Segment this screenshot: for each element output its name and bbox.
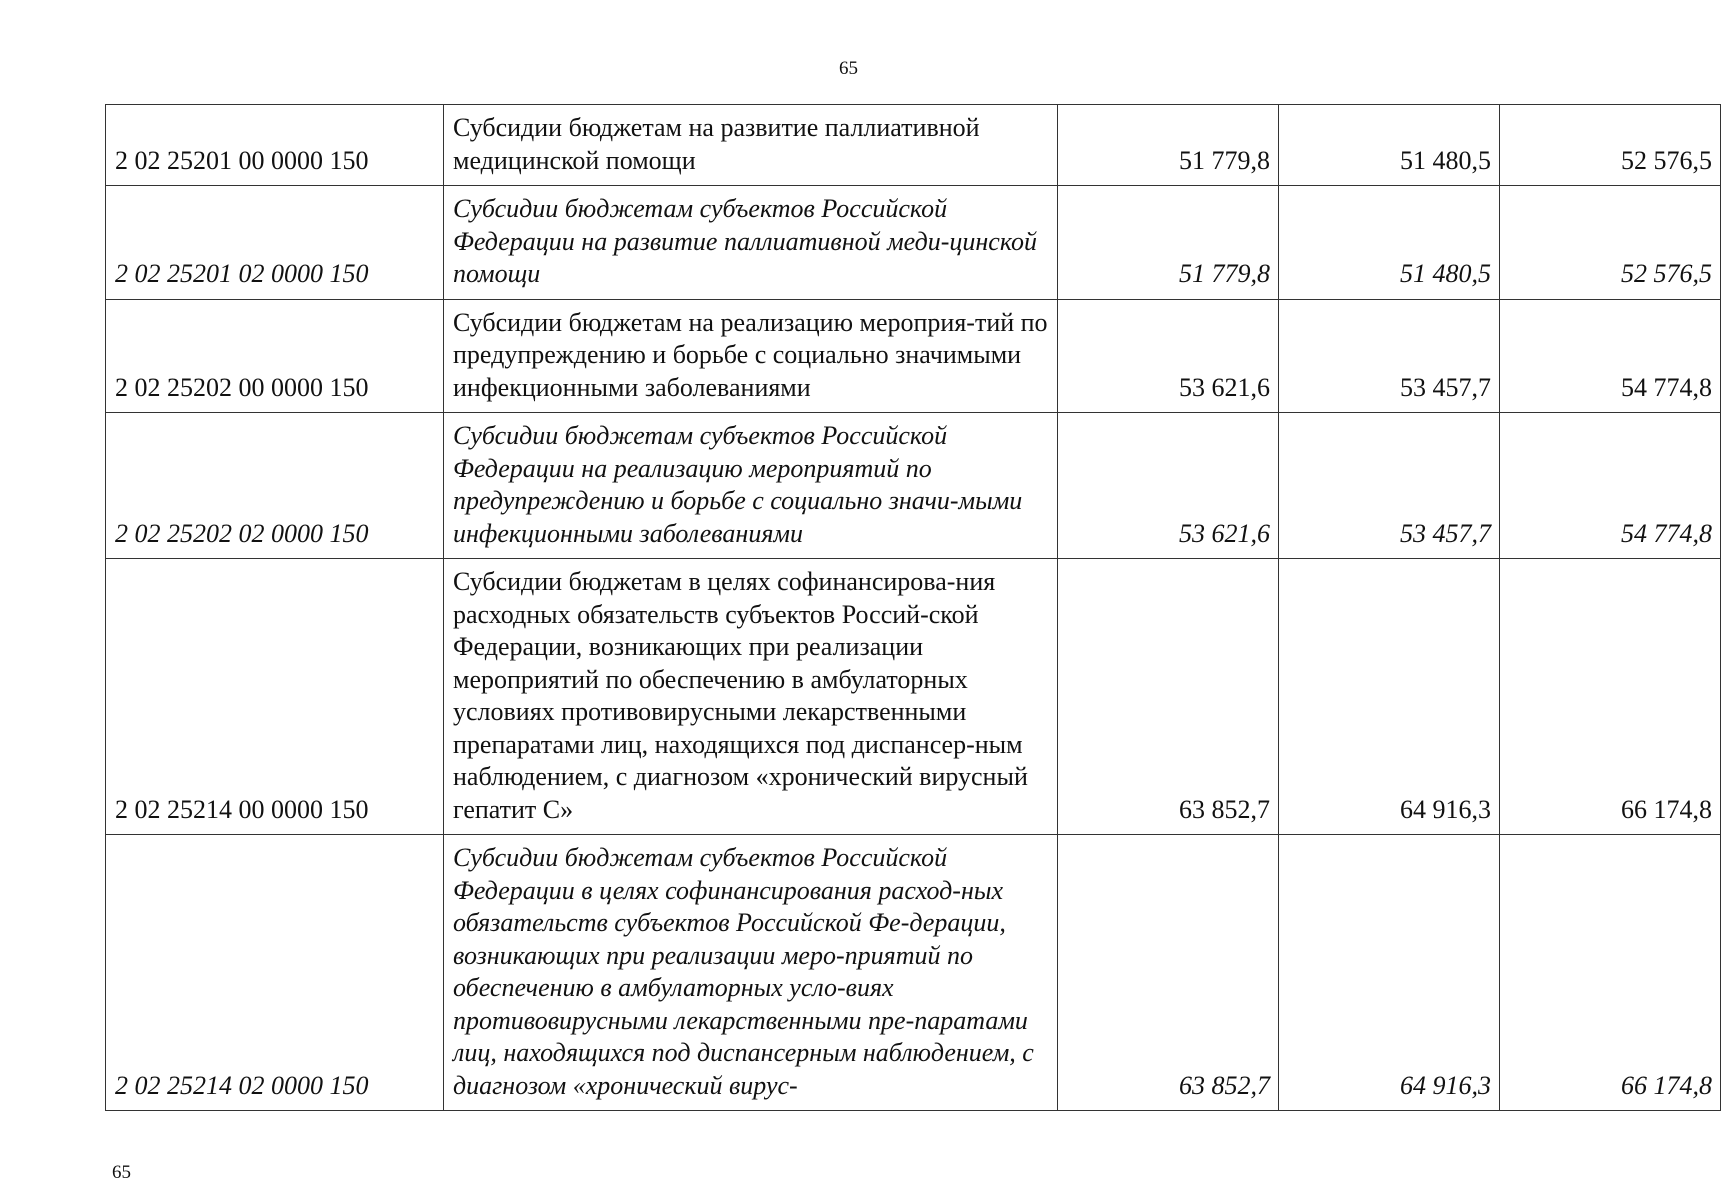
page-number-bottom: 65 — [112, 1162, 131, 1183]
value-cell-year-3: 66 174,8 — [1500, 559, 1721, 835]
table-row — [106, 835, 1721, 1111]
budget-table — [105, 104, 1721, 1111]
value-cell-year-3: 52 576,5 — [1500, 186, 1721, 300]
value-cell-year-2: 53 457,7 — [1279, 299, 1500, 413]
description-cell: Субсидии бюджетам на реализацию мероприя-тий по предупреждению и борьбе с социально значимыми инфекционными заболеваниями — [444, 299, 1058, 413]
value-cell-year-3: 52 576,5 — [1500, 105, 1721, 186]
budget-code-cell: 2 02 25202 02 0000 150 — [106, 413, 444, 559]
value-cell-year-2: 64 916,3 — [1279, 835, 1500, 1111]
value-cell-year-2: 51 480,5 — [1279, 186, 1500, 300]
value-cell-year-1: 51 779,8 — [1058, 105, 1279, 186]
budget-code-cell: 2 02 25201 00 0000 150 — [106, 105, 444, 186]
value-cell-year-1: 53 621,6 — [1058, 413, 1279, 559]
table-row — [106, 186, 1721, 300]
description-cell: Субсидии бюджетам субъектов Российской Федерации в целях софинансирования расход-ных обязательств субъектов Российской Фе-дерации, возникающих при реализации меро-приятий по обеспечению в амбулаторных усло-виях противовирусными лекарственными пре-паратами лиц, находящихся под диспансерным наблюдением, с диагнозом «хронический вирус- — [444, 835, 1058, 1111]
table-row — [106, 105, 1721, 186]
description-cell: Субсидии бюджетам в целях софинансирова-ния расходных обязательств субъектов Россий-ской Федерации, возникающих при реализации мероприятий по обеспечению в амбулаторных условиях противовирусными лекарственными препаратами лиц, находящихся под диспансер-ным наблюдением, с диагнозом «хронический вирусный гепатит С» — [444, 559, 1058, 835]
value-cell-year-3: 54 774,8 — [1500, 413, 1721, 559]
description-cell: Субсидии бюджетам субъектов Российской Федерации на развитие паллиативной меди-цинской помощи — [444, 186, 1058, 300]
value-cell-year-2: 51 480,5 — [1279, 105, 1500, 186]
value-cell-year-1: 53 621,6 — [1058, 299, 1279, 413]
value-cell-year-1: 63 852,7 — [1058, 559, 1279, 835]
value-cell-year-1: 51 779,8 — [1058, 186, 1279, 300]
value-cell-year-2: 53 457,7 — [1279, 413, 1500, 559]
table-row — [106, 299, 1721, 413]
budget-code-cell: 2 02 25214 02 0000 150 — [106, 835, 444, 1111]
value-cell-year-2: 64 916,3 — [1279, 559, 1500, 835]
budget-code-cell: 2 02 25201 02 0000 150 — [106, 186, 444, 300]
table-row — [106, 413, 1721, 559]
budget-code-cell: 2 02 25202 00 0000 150 — [106, 299, 444, 413]
budget-code-cell: 2 02 25214 00 0000 150 — [106, 559, 444, 835]
value-cell-year-3: 54 774,8 — [1500, 299, 1721, 413]
value-cell-year-1: 63 852,7 — [1058, 835, 1279, 1111]
page-number-top: 65 — [839, 58, 858, 79]
description-cell: Субсидии бюджетам субъектов Российской Федерации на реализацию мероприятий по предупреждению и борьбе с социально значи-мыми инфекционными заболеваниями — [444, 413, 1058, 559]
table-row — [106, 559, 1721, 835]
value-cell-year-3: 66 174,8 — [1500, 835, 1721, 1111]
description-cell: Субсидии бюджетам на развитие паллиативной медицинской помощи — [444, 105, 1058, 186]
